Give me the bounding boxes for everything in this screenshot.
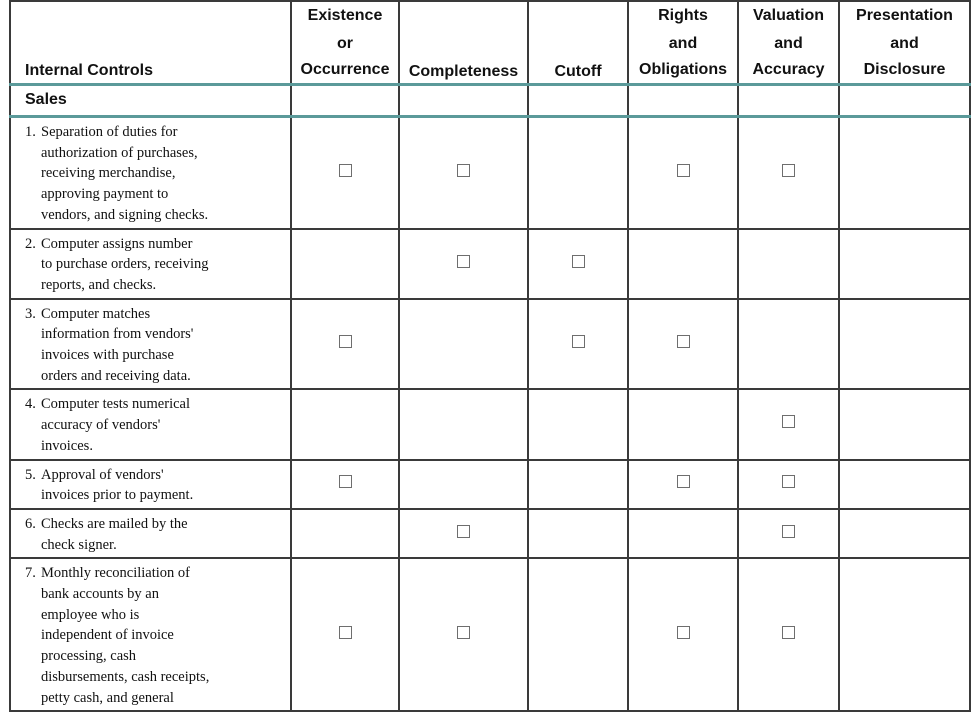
control-text-line <box>25 394 286 415</box>
table-row <box>10 460 970 509</box>
assertion-cell-existence <box>291 229 399 299</box>
control-text: invoices prior to payment. <box>41 487 194 504</box>
control-text: invoices. <box>41 437 93 454</box>
control-text: receiving merchandise, <box>41 165 176 182</box>
assertion-cell-presentation <box>839 299 970 390</box>
audit-matrix-page <box>9 0 969 706</box>
control-text-line <box>25 563 286 584</box>
control-text-line <box>25 184 286 205</box>
checkbox-icon[interactable] <box>782 415 795 428</box>
section-label: Sales <box>10 85 291 117</box>
assertion-cell-existence <box>291 389 399 459</box>
assertion-cell-cutoff <box>528 509 628 558</box>
assertion-cell-presentation <box>839 117 970 229</box>
control-text: Separation of duties for <box>41 124 178 140</box>
column-header-line: Accuracy <box>752 61 825 78</box>
control-text: invoices with purchase <box>41 347 174 364</box>
assertion-cell-valuation <box>738 389 839 459</box>
control-text: authorization of purchases, <box>41 144 198 161</box>
assertion-cell-completeness <box>399 229 528 299</box>
control-text-line <box>25 415 286 436</box>
assertion-cell-cutoff <box>528 229 628 299</box>
checkbox-icon[interactable] <box>782 475 795 488</box>
control-number: 4. <box>25 396 36 413</box>
assertion-cell-valuation <box>738 299 839 390</box>
column-header-line: Existence <box>307 7 383 24</box>
control-text-line <box>25 163 286 184</box>
table-body <box>10 85 970 712</box>
assertion-cell-rights <box>628 509 738 558</box>
column-header-label: Internal Controls <box>25 62 154 79</box>
column-header-line: Presentation <box>856 7 953 24</box>
control-text-line <box>25 625 286 646</box>
control-text: Computer tests numerical <box>41 396 190 413</box>
column-header-rights <box>628 1 738 85</box>
assertion-cell-presentation <box>839 558 970 711</box>
column-header-line: Rights <box>658 7 708 24</box>
control-text-line <box>25 122 286 143</box>
section-cell <box>291 85 399 117</box>
control-description <box>10 299 291 390</box>
control-text: reports, and checks. <box>41 276 157 293</box>
control-text: bank accounts by an <box>41 586 159 603</box>
checkbox-icon[interactable] <box>677 164 690 177</box>
assertion-cell-rights <box>628 389 738 459</box>
checkbox-icon[interactable] <box>339 475 352 488</box>
assertion-cell-existence <box>291 460 399 509</box>
assertion-cell-valuation <box>738 229 839 299</box>
assertion-cell-completeness <box>399 389 528 459</box>
control-text-line <box>25 535 286 556</box>
checkbox-icon[interactable] <box>457 525 470 538</box>
column-header-line: Completeness <box>408 63 519 80</box>
control-number: 3. <box>25 305 36 322</box>
assertion-cell-presentation <box>839 389 970 459</box>
checkbox-icon[interactable] <box>782 525 795 538</box>
table-row <box>10 117 970 229</box>
control-number: 6. <box>25 515 36 532</box>
header-row <box>10 1 970 85</box>
assertion-cell-cutoff <box>528 389 628 459</box>
assertion-cell-cutoff <box>528 460 628 509</box>
control-text-line <box>25 366 286 387</box>
control-text: Monthly reconciliation of <box>41 565 190 582</box>
column-header-line: Disclosure <box>863 61 946 78</box>
table-row <box>10 229 970 299</box>
control-number: 1. <box>25 124 36 140</box>
control-text: vendors, and signing checks. <box>41 206 209 223</box>
column-header-line: Occurrence <box>300 61 390 78</box>
checkbox-icon[interactable] <box>339 626 352 639</box>
control-text: disbursements, cash receipts, <box>41 668 210 685</box>
column-header-line: or <box>337 35 353 52</box>
column-header-valuation <box>738 1 839 85</box>
control-text-line <box>25 345 286 366</box>
assertion-cell-completeness <box>399 117 528 229</box>
control-text-line <box>25 514 286 535</box>
control-text: Computer assigns number <box>41 235 193 252</box>
column-header-cutoff <box>528 1 628 85</box>
checkbox-icon[interactable] <box>677 335 690 348</box>
checkbox-icon[interactable] <box>782 626 795 639</box>
control-text-line <box>25 646 286 667</box>
internal-controls-table <box>9 0 971 712</box>
checkbox-icon[interactable] <box>677 626 690 639</box>
control-text: Computer matches <box>41 305 151 322</box>
control-text-line <box>25 275 286 296</box>
assertion-cell-completeness <box>399 509 528 558</box>
control-number: 7. <box>25 565 36 582</box>
column-header-presentation <box>839 1 970 85</box>
column-header-line: and <box>774 35 803 52</box>
control-text: approving payment to <box>41 186 169 203</box>
column-header-line: Valuation <box>752 7 825 24</box>
column-header-line: Cutoff <box>554 63 602 80</box>
assertion-cell-valuation <box>738 460 839 509</box>
control-text: employee who is <box>41 606 140 623</box>
assertion-cell-presentation <box>839 460 970 509</box>
control-text-line <box>25 304 286 325</box>
control-text-line <box>25 254 286 275</box>
section-cell <box>839 85 970 117</box>
assertion-cell-completeness <box>399 299 528 390</box>
checkbox-icon[interactable] <box>572 255 585 268</box>
control-text-line <box>25 485 286 506</box>
column-header-line: and <box>890 35 919 52</box>
assertion-cell-valuation <box>738 509 839 558</box>
column-header-line: and <box>668 35 698 52</box>
assertion-cell-cutoff <box>528 117 628 229</box>
checkbox-icon[interactable] <box>339 335 352 348</box>
control-description <box>10 389 291 459</box>
table-row <box>10 389 970 459</box>
column-header-internal-controls <box>10 1 291 85</box>
assertion-cell-existence <box>291 509 399 558</box>
control-text: Approval of vendors' <box>41 466 164 483</box>
control-description <box>10 509 291 558</box>
control-text-line <box>25 436 286 457</box>
assertion-cell-cutoff <box>528 558 628 711</box>
assertion-cell-completeness <box>399 460 528 509</box>
assertion-cell-valuation <box>738 117 839 229</box>
checkbox-icon[interactable] <box>782 164 795 177</box>
section-cell <box>628 85 738 117</box>
control-text-line <box>25 605 286 626</box>
assertion-cell-existence <box>291 558 399 711</box>
control-description <box>10 460 291 509</box>
section-cell <box>738 85 839 117</box>
control-number: 5. <box>25 466 36 483</box>
checkbox-icon[interactable] <box>457 255 470 268</box>
control-number: 2. <box>25 235 36 252</box>
control-description <box>10 229 291 299</box>
control-description <box>10 558 291 711</box>
checkbox-icon[interactable] <box>457 626 470 639</box>
checkbox-icon[interactable] <box>457 164 470 177</box>
control-text: independent of invoice <box>41 627 174 644</box>
control-text: information from vendors' <box>41 326 194 343</box>
checkbox-icon[interactable] <box>339 164 352 177</box>
control-text: check signer. <box>41 536 117 553</box>
assertion-cell-rights <box>628 229 738 299</box>
control-description <box>10 117 291 229</box>
control-text: orders and receiving data. <box>41 367 191 384</box>
control-text-line <box>25 205 286 226</box>
control-text-line <box>25 324 286 345</box>
section-row <box>10 85 970 117</box>
assertion-cell-existence <box>291 299 399 390</box>
assertion-cell-presentation <box>839 509 970 558</box>
control-text-line <box>25 465 286 486</box>
assertion-cell-rights <box>628 299 738 390</box>
checkbox-icon[interactable] <box>677 475 690 488</box>
control-text-line <box>25 234 286 255</box>
control-text: to purchase orders, receiving <box>41 256 209 273</box>
column-header-completeness <box>399 1 528 85</box>
control-text-line <box>25 143 286 164</box>
control-text-line <box>25 667 286 688</box>
assertion-cell-completeness <box>399 558 528 711</box>
assertion-cell-cutoff <box>528 299 628 390</box>
table-row <box>10 558 970 711</box>
assertion-cell-rights <box>628 117 738 229</box>
assertion-cell-existence <box>291 117 399 229</box>
section-cell <box>399 85 528 117</box>
table-row <box>10 299 970 390</box>
table-row <box>10 509 970 558</box>
control-text-line <box>25 584 286 605</box>
control-text: petty cash, and general <box>41 689 174 706</box>
assertion-cell-valuation <box>738 558 839 711</box>
control-text: processing, cash <box>41 648 137 665</box>
control-text: accuracy of vendors' <box>41 417 161 434</box>
assertion-cell-rights <box>628 460 738 509</box>
control-text: Checks are mailed by the <box>41 515 188 532</box>
control-text-line <box>25 688 286 709</box>
assertion-cell-rights <box>628 558 738 711</box>
checkbox-icon[interactable] <box>572 335 585 348</box>
assertion-cell-presentation <box>839 229 970 299</box>
column-header-line: Obligations <box>639 61 727 78</box>
column-header-existence <box>291 1 399 85</box>
section-cell <box>528 85 628 117</box>
